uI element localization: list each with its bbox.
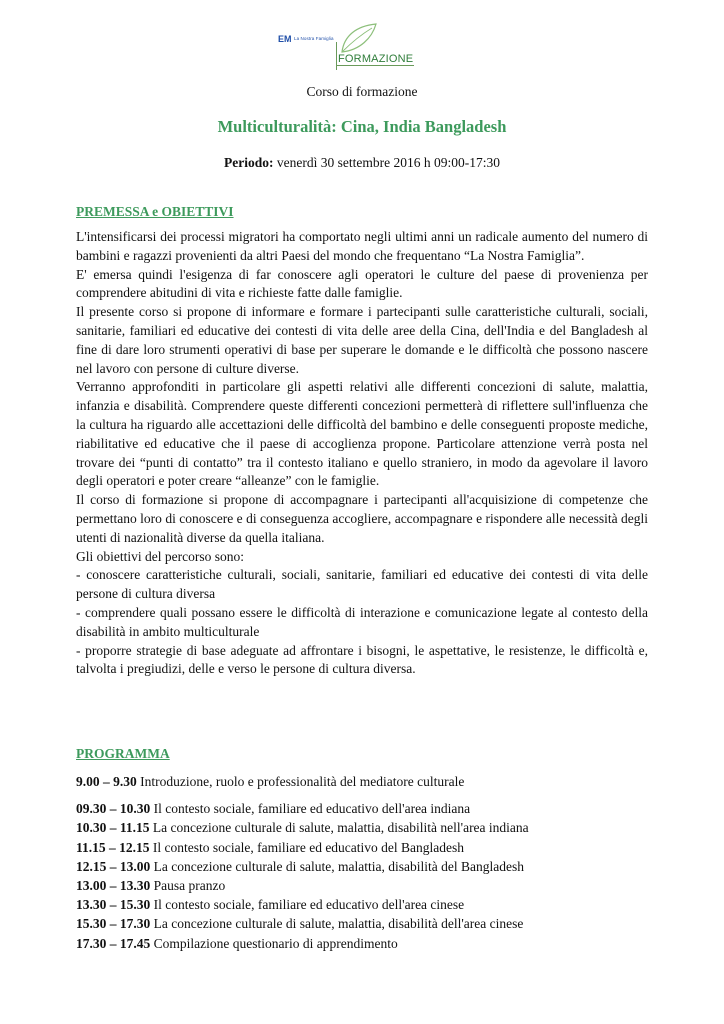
schedule-time: 9.00 – 9.30	[76, 774, 137, 789]
premessa-body	[76, 228, 648, 679]
schedule-time: 11.15 – 12.15	[76, 839, 150, 855]
schedule-row	[76, 914, 656, 933]
schedule-row	[76, 772, 656, 791]
schedule-row	[76, 838, 656, 857]
objective-item: - proporre strategie di base adeguate ad affrontare i bisogni, le aspettative, le resistenze, le difficoltà e, talvolta i pregiudizi, delle e verso le persone di cultura diversa.	[76, 642, 648, 677]
formazione-logo	[278, 22, 418, 70]
schedule-time: 13.30 – 15.30	[76, 897, 151, 913]
schedule-text: La concezione culturale di salute, malattia, disabilità nell'area indiana	[149, 820, 529, 836]
paragraph: Verranno approfonditi in particolare gli aspetti relativi alle differenti concezioni di salute, malattia, infanzia e disabilità. Comprendere queste differenti concezioni permetterà di riflettere sull'influenza che la cultura ha riguardo alle accettazioni delle difficoltà del bambino e delle conseguenti proposte mediche, riabilitative ed educative che il paese di accoglienza propone. Particolare attenzione verrà posta nel trovare dei “punti di contatto” tra il contesto italiano e quello straniero, in modo da agevolare il lavoro degli operatori e poter creare “alleanze” con le famiglie.	[76, 379, 648, 489]
schedule-list	[76, 772, 656, 953]
schedule-text: Il contesto sociale, familiare ed educativo dell'area indiana	[150, 801, 471, 817]
paragraph: Il corso di formazione si propone di accompagnare i partecipanti all'acquisizione di competenze che permettano loro di conoscere e di conseguenza accogliere, accompagnare e rispondere alle necessità degli utenti di nazionalità diverse da quella italiana.	[76, 492, 648, 545]
programma-heading: PROGRAMMA	[76, 746, 170, 761]
logo-underline	[336, 65, 414, 66]
logo-small-text: La Nostra Famiglia	[294, 36, 334, 41]
course-label: Corso di formazione	[306, 84, 418, 99]
schedule-time: 09.30 – 10.30	[76, 801, 151, 817]
schedule-time: 17.30 – 17.45	[76, 935, 151, 951]
schedule-row	[76, 895, 656, 914]
objective-item: - comprendere quali possano essere le difficoltà di interazione e comunicazione legate al contesto della disabilità in ambito multiculturale	[76, 604, 648, 639]
schedule-time: 12.15 – 13.00	[76, 858, 151, 874]
period-label: Periodo:	[224, 155, 274, 170]
logo-brand: FORMAZIONE	[338, 53, 414, 65]
schedule-row	[76, 876, 656, 895]
period-value: venerdì 30 settembre 2016 h 09:00-17:30	[273, 155, 500, 170]
premessa-heading: PREMESSA e OBIETTIVI	[76, 204, 234, 219]
period-line	[0, 155, 724, 171]
schedule-text: La concezione culturale di salute, malattia, disabilità del Bangladesh	[150, 858, 524, 874]
schedule-row	[76, 818, 656, 837]
paragraph: E' emersa quindi l'esigenza di far conoscere agli operatori le culture del paese di provenienza per comprendere abitudini di vita e richieste fatte dalle famiglie.	[76, 266, 648, 301]
schedule-time: 15.30 – 17.30	[76, 916, 151, 932]
schedule-time: 10.30 – 11.15	[76, 820, 150, 836]
schedule-text: Introduzione, ruolo e professionalità del mediatore culturale	[136, 774, 465, 789]
schedule-row	[76, 857, 656, 876]
schedule-text: Pausa pranzo	[150, 878, 226, 894]
schedule-row	[76, 799, 656, 818]
logo-mark: EM	[278, 34, 292, 44]
leaf-icon	[338, 22, 380, 54]
schedule-time: 13.00 – 13.30	[76, 878, 151, 894]
schedule-text: Il contesto sociale, familiare ed educativo dell'area cinese	[150, 897, 465, 913]
paragraph: Gli obiettivi del percorso sono:	[76, 548, 244, 564]
schedule-row	[76, 934, 656, 953]
schedule-text: Il contesto sociale, familiare ed educativo del Bangladesh	[149, 839, 465, 855]
paragraph: Il presente corso si propone di informare e formare i partecipanti sulle caratteristiche culturali, sociali, sanitarie, familiari ed educative dei contesti di vita delle aree della Cina, dell'India e del Bangladesh al fine di dare loro strumenti operativi di base per superare le domande e le difficoltà che possono nascere nel lavoro con persone di culture diverse.	[76, 304, 648, 376]
schedule-text: La concezione culturale di salute, malattia, disabilità dell'area cinese	[150, 916, 524, 932]
page-title: Multiculturalità: Cina, India Bangladesh	[217, 117, 507, 136]
objective-item: - conoscere caratteristiche culturali, sociali, sanitarie, familiari ed educative dei contesti di vita delle persone di cultura diversa	[76, 567, 648, 602]
schedule-text: Compilazione questionario di apprendimento	[150, 935, 398, 951]
paragraph: L'intensificarsi dei processi migratori ha comportato negli ultimi anni un radicale aumento del numero di bambini e ragazzi provenienti da altri Paesi del mondo che frequentano “La Nostra Famiglia”.	[76, 229, 648, 263]
